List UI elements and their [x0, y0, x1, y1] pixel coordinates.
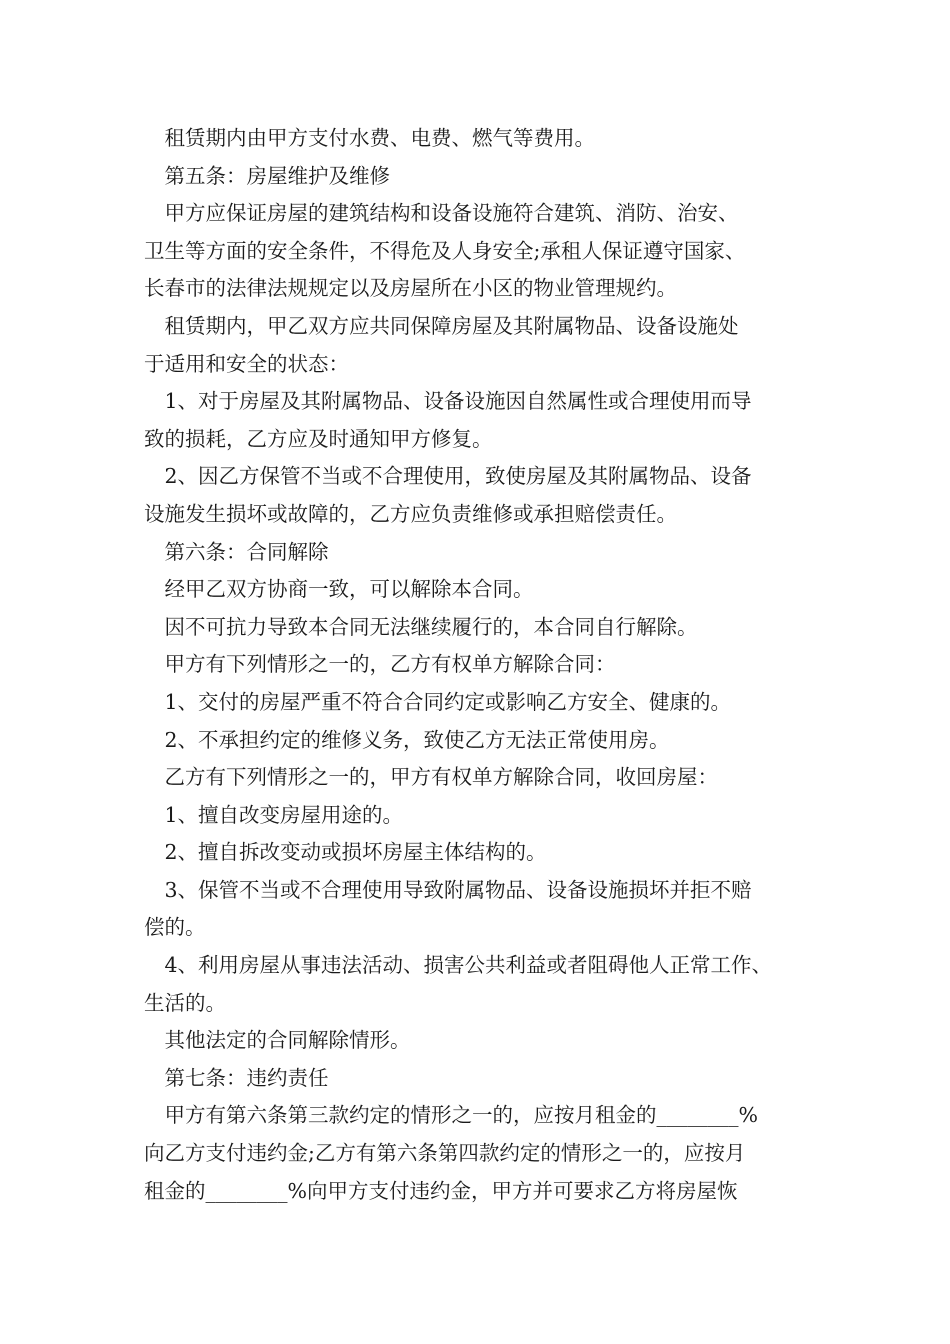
paragraph	[144, 609, 824, 647]
text-line: 第五条：房屋维护及维修	[144, 163, 390, 188]
paragraph	[144, 383, 824, 458]
text-line: 经甲乙双方协商一致，可以解除本合同。	[144, 577, 534, 602]
paragraph	[144, 158, 824, 196]
text-line: 第六条：合同解除	[144, 539, 329, 564]
text-line: 甲方有第六条第三款约定的情形之一的，应按月租金的________%	[144, 1103, 758, 1128]
paragraph	[144, 1097, 824, 1210]
text-line: 生活的。	[144, 990, 226, 1015]
text-line: 长春市的法律法规规定以及房屋所在小区的物业管理规约。	[144, 276, 677, 301]
text-line: 因不可抗力导致本合同无法继续履行的，本合同自行解除。	[144, 614, 698, 639]
paragraph	[144, 1060, 824, 1098]
text-line: 其他法定的合同解除情形。	[144, 1028, 411, 1053]
document-body	[144, 120, 824, 1210]
paragraph	[144, 120, 824, 158]
paragraph	[144, 195, 824, 308]
text-line: 乙方有下列情形之一的，甲方有权单方解除合同，收回房屋：	[144, 765, 718, 790]
text-line: 于适用和安全的状态：	[144, 351, 349, 376]
text-line: 租赁期内，甲乙双方应共同保障房屋及其附属物品、设备设施处	[144, 313, 739, 338]
paragraph	[144, 684, 824, 722]
text-line: 卫生等方面的安全条件，不得危及人身安全;承租人保证遵守国家、	[144, 238, 746, 263]
paragraph	[144, 759, 824, 797]
paragraph	[144, 1022, 824, 1060]
text-line: 第七条：违约责任	[144, 1065, 329, 1090]
text-line: 1、交付的房屋严重不符合合同约定或影响乙方安全、健康的。	[144, 689, 732, 714]
text-line: 向乙方支付违约金;乙方有第六条第四款约定的情形之一的，应按月	[144, 1141, 746, 1166]
paragraph	[144, 534, 824, 572]
text-line: 甲方应保证房屋的建筑结构和设备设施符合建筑、消防、治安、	[144, 201, 739, 226]
text-line: 设施发生损坏或故障的，乙方应负责维修或承担赔偿责任。	[144, 501, 677, 526]
text-line: 2、不承担约定的维修义务，致使乙方无法正常使用房。	[144, 727, 670, 752]
text-line: 2、因乙方保管不当或不合理使用，致使房屋及其附属物品、设备	[144, 464, 752, 489]
paragraph	[144, 308, 824, 383]
text-line: 1、擅自改变房屋用途的。	[144, 802, 404, 827]
text-line: 甲方有下列情形之一的，乙方有权单方解除合同：	[144, 652, 616, 677]
text-line: 4、利用房屋从事违法活动、损害公共利益或者阻碍他人正常工作、	[144, 953, 773, 978]
text-line: 1、对于房屋及其附属物品、设备设施因自然属性或合理使用而导	[144, 389, 752, 414]
paragraph	[144, 797, 824, 835]
paragraph	[144, 458, 824, 533]
paragraph	[144, 722, 824, 760]
paragraph	[144, 834, 824, 872]
paragraph	[144, 646, 824, 684]
text-line: 租金的________%向甲方支付违约金，甲方并可要求乙方将房屋恢	[144, 1178, 738, 1203]
text-line: 2、擅自拆改变动或损坏房屋主体结构的。	[144, 840, 547, 865]
text-line: 偿的。	[144, 915, 206, 940]
text-line: 3、保管不当或不合理使用导致附属物品、设备设施损坏并拒不赔	[144, 877, 752, 902]
paragraph	[144, 872, 824, 947]
text-line: 致的损耗，乙方应及时通知甲方修复。	[144, 426, 493, 451]
text-line: 租赁期内由甲方支付水费、电费、燃气等费用。	[144, 126, 595, 150]
paragraph	[144, 947, 824, 1022]
paragraph	[144, 571, 824, 609]
